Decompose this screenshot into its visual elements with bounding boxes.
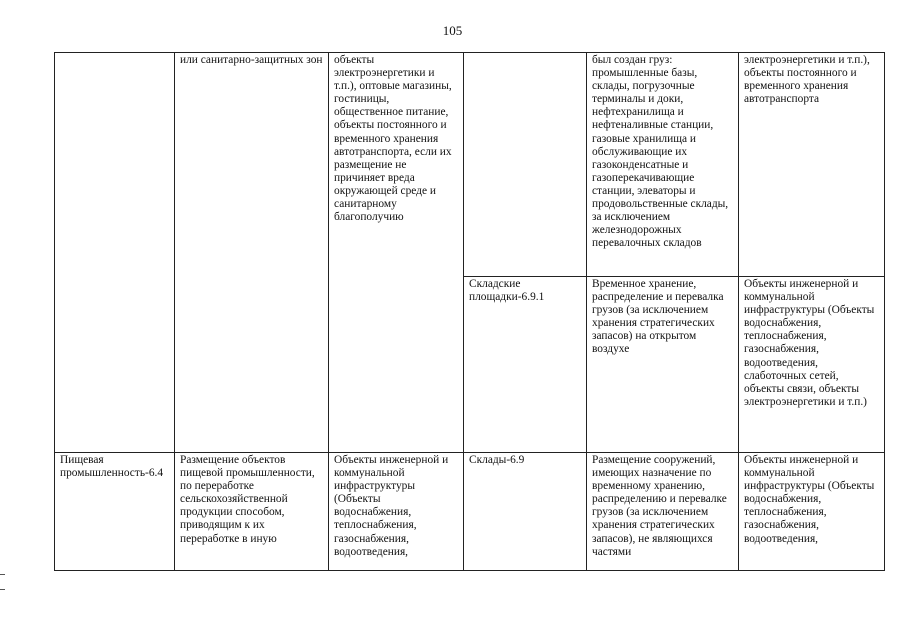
cell-main-use-name: Пищевая промышленность-6.4 — [55, 453, 175, 571]
cell-conditional-use-name: Складские площадки-6.9.1 — [464, 277, 587, 453]
page-number: 105 — [442, 23, 463, 38]
cell-main-use-description: Размещение объектов пищевой промышленности, по переработке сельскохозяйственной продукции способом, приводящим к их переработке в иную — [175, 453, 329, 571]
cell-conditional-auxiliary: Объекты инженерной и коммунальной инфраструктуры (Объекты водоснабжения, теплоснабжения, газоснабжения, водоотведения, слаботочных сетей, объекты связи, объекты электроэнергетики и т.п.) — [739, 277, 885, 453]
cell-conditional-use-name: Склады-6.9 — [464, 453, 587, 571]
cell-conditional-auxiliary: электроэнергетики и т.п.), объекты постоянного и временного хранения автотранспорта — [739, 53, 885, 277]
cell-conditional-use-description: Размещение сооружений, имеющих назначение по временному хранению, распределению и перевалке грузов (за исключением хранения стратегических запасов), не являющихся частями — [587, 453, 739, 571]
cell-conditional-use-description: был создан груз: промышленные базы, склады, погрузочные терминалы и доки, нефтехранилища и нефтеналивные станции, газовые хранилища и обслуживающие их газоконденсатные и газоперекачивающие станции, элеваторы и продовольственные склады, за исключением железнодорожных перевалочных складов — [587, 53, 739, 277]
cell-main-use-description: или санитарно-защитных зон — [175, 53, 329, 453]
cell-main-use-name — [55, 53, 175, 453]
cell-auxiliary-use: объекты электроэнергетики и т.п.), оптовые магазины, гостиницы, общественное питание, объекты постоянного и временного хранения автотранспорта, если их размещение не причиняет вреда окружающей среде и санитарному благополучию — [329, 53, 464, 453]
cell-conditional-use-description: Временное хранение, распределение и перевалка грузов (за исключением хранения стратегических запасов) на открытом воздухе — [587, 277, 739, 453]
land-use-table — [54, 52, 885, 571]
cell-conditional-use-name — [464, 53, 587, 277]
table-row — [55, 53, 885, 277]
table-row — [55, 453, 885, 571]
scan-margin-mark — [0, 589, 5, 590]
cell-auxiliary-use: Объекты инженерной и коммунальной инфраструктуры (Объекты водоснабжения, теплоснабжения, газоснабжения, водоотведения, — [329, 453, 464, 571]
scan-margin-mark — [0, 574, 5, 575]
cell-conditional-auxiliary: Объекты инженерной и коммунальной инфраструктуры (Объекты водоснабжения, теплоснабжения, газоснабжения, водоотведения, — [739, 453, 885, 571]
